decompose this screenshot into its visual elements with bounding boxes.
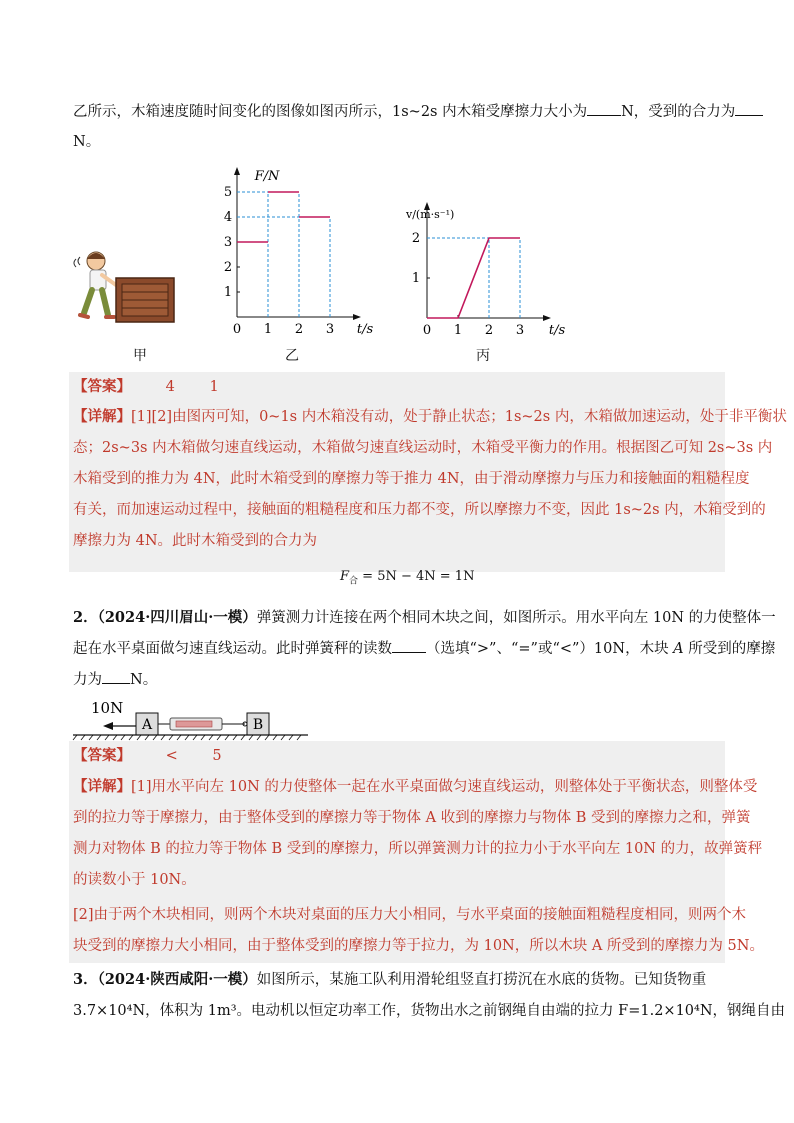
x-tick-label: 1: [263, 322, 273, 337]
q3-text-line2: 3.7×10⁴N，体积为 1m³。电动机以恒定功率工作，货物出水之前钢绳自由端的拉力 F=1.2×10⁴N，钢绳自由: [73, 1003, 786, 1019]
x-tick-label: 1: [453, 323, 463, 338]
y-tick-label: 2: [411, 231, 421, 246]
x-tick-label: 3: [515, 323, 525, 338]
force-label: 10N: [91, 699, 124, 717]
q1-detail-line2: 态；2s~3s 内木箱做匀速直线运动，木箱做匀速直线运动时，木箱受平衡力的作用。根据图乙可知 2s~3s 内: [73, 440, 773, 456]
spring-scale-blocks-figure: [73, 695, 313, 740]
y-tick-label: 5: [223, 185, 233, 200]
y-tick-label: 2: [223, 260, 233, 275]
q2-blank-2[interactable]: [102, 669, 130, 684]
velocity-time-chart: [395, 200, 565, 345]
x-tick-label: 0: [422, 323, 432, 338]
q2-detail-line6: 块受到的摩擦力大小相同，由于整体受到的摩擦力等于拉力，为 10N，所以木块 A 所受到的摩擦力为 5N。: [73, 938, 764, 954]
q1-text-line2: N。: [73, 134, 101, 150]
y-axis-label: v/(m·s⁻¹): [406, 208, 455, 221]
q1-detail-line1: 【详解】[1][2]由图丙可知，0~1s 内木箱没有动，处于静止状态；1s~2s 内，木箱做加速运动，处于非平衡状: [73, 408, 787, 425]
q1-detail-line3: 木箱受到的推力为 4N，此时木箱受到的摩擦力等于推力 4N，由于滑动摩擦力与压力和接触面的粗糙程度: [73, 471, 750, 487]
boy-pushing-box-figure: [70, 245, 180, 330]
fig-yi-caption: 乙: [285, 348, 299, 364]
q2-detail-line2: 到的拉力等于摩擦力，由于整体受到的摩擦力等于物体 A 收到的摩擦力与物体 B 受到的摩擦力之和，弹簧: [73, 810, 751, 826]
fig-bing-caption: 丙: [476, 348, 490, 364]
y-tick-label: 4: [223, 210, 233, 225]
q2-text-line2: 起在水平桌面做匀速直线运动。此时弹簧秤的读数 （选填“>”、“=”或“<”）10N，木块 A 所受到的摩擦: [73, 638, 723, 660]
velocity-line: [427, 238, 520, 318]
x-tick-label: 2: [484, 323, 494, 338]
q2-detail-line5: [2]由于两个木块相同，则两个木块对桌面的压力大小相同，与水平桌面的接触面粗糙程度相同，则两个木: [73, 907, 747, 923]
y-tick-label: 3: [223, 235, 233, 250]
x-axis-label: t/s: [548, 323, 566, 338]
q2-detail-line4: 的读数小于 10N。: [73, 872, 196, 888]
q2-text-line1: 2．（2024·四川眉山·一模）弹簧测力计连接在两个相同木块之间，如图所示。用水平向左 10N 的力使整体一: [73, 609, 776, 626]
q2-answer-line: 【答案】 < 5: [73, 747, 222, 764]
q1-text-line1: 乙所示，木箱速度随时间变化的图像如图丙所示，1s~2s 内木箱受摩擦力大小为 N，受到的合力为: [73, 101, 723, 123]
q1-blank-1[interactable]: [587, 101, 621, 116]
svg-text:A: A: [141, 717, 153, 733]
y-axis-label: F/N: [254, 169, 280, 184]
x-axis-arrow: [353, 314, 361, 320]
x-tick-label: 3: [325, 322, 335, 337]
x-tick-label: 0: [232, 322, 242, 337]
q1-blank-2[interactable]: [735, 101, 763, 116]
x-tick-label: 2: [294, 322, 304, 337]
q1-formula: $F_合 = 5N - 4N = 1N$: [340, 569, 475, 587]
fig-jia-caption: 甲: [133, 348, 147, 364]
q3-text-line1: 3．（2024·陕西咸阳·一模）如图所示，某施工队利用滑轮组竖直打捞沉在水底的货物。已知货物重: [73, 971, 707, 988]
x-axis-label: t/s: [356, 322, 374, 337]
force-time-chart: [215, 165, 374, 345]
q1-detail-line4: 有关，而加速运动过程中，接触面的粗糙程度和压力都不变，所以摩擦力不变，因此 1s~2s 内，木箱受到的: [73, 502, 766, 518]
q1-answer-line: 【答案】 4 1: [73, 378, 219, 395]
y-tick-label: 1: [411, 271, 421, 286]
q1-detail-line5: 摩擦力为 4N。此时木箱受到的合力为: [73, 533, 318, 549]
q2-blank-1[interactable]: [392, 638, 426, 653]
q2-detail-line3: 测力对物体 B 的拉力等于物体 B 受到的摩擦力，所以弹簧测力计的拉力小于水平向左 10N 的力，故弹簧秤: [73, 841, 763, 857]
y-tick-label: 1: [223, 285, 233, 300]
svg-text:B: B: [252, 717, 264, 733]
x-axis-arrow: [543, 315, 551, 321]
q2-detail-line1: 【详解】[1]用水平向左 10N 的力使整体一起在水平桌面做匀速直线运动，则整体处于平衡状态，则整体受: [73, 778, 758, 795]
y-axis-arrow: [234, 167, 240, 175]
q2-text-line3: 力为 N。: [73, 669, 723, 691]
